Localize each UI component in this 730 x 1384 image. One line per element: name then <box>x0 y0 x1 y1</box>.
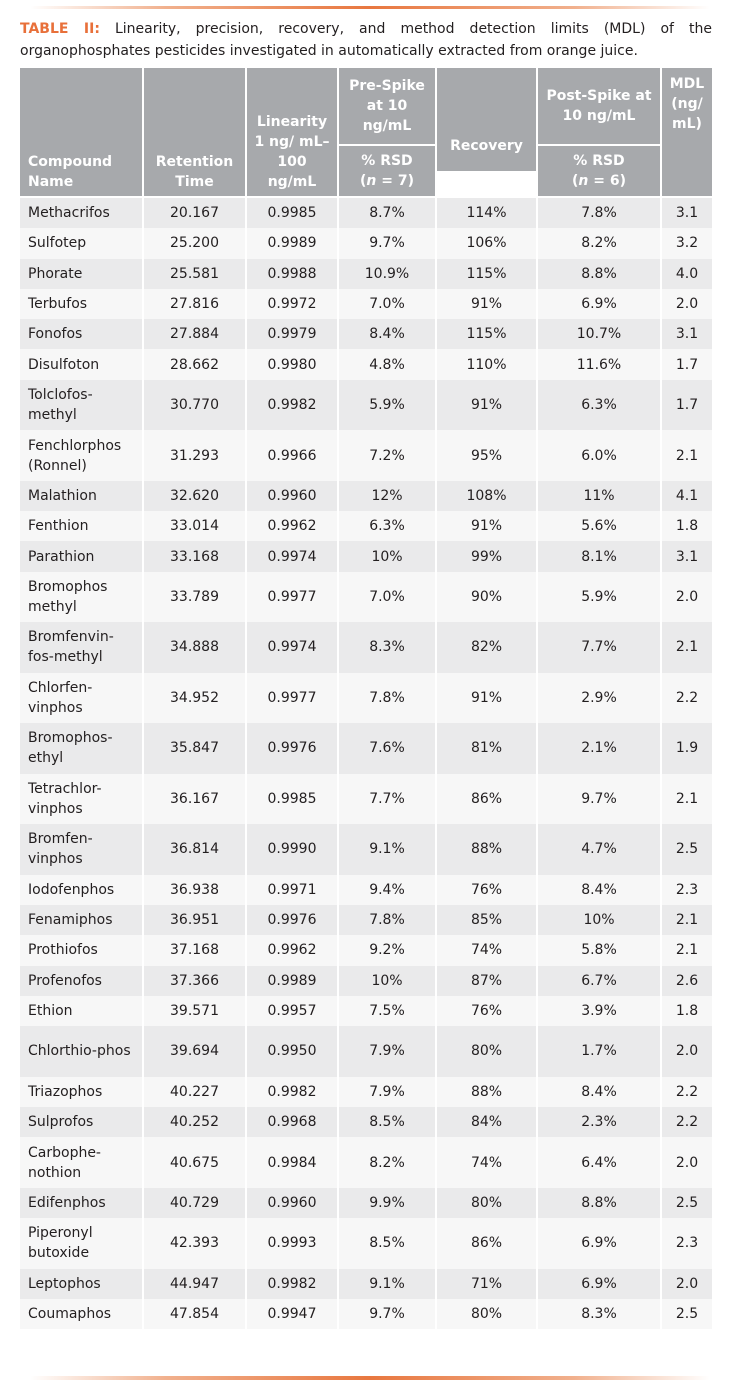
cell-mdl: 4.0 <box>661 259 712 289</box>
table-row <box>20 1026 712 1077</box>
cell-compound: Sulprofos <box>20 1107 143 1137</box>
cell-post-rsd: 7.8% <box>537 197 661 228</box>
cell-mdl: 2.2 <box>661 1107 712 1137</box>
col-header-mdl: MDL (ng/ mL) <box>661 68 712 197</box>
cell-post-rsd: 5.9% <box>537 572 661 623</box>
cell-pre-rsd: 8.5% <box>338 1218 436 1269</box>
cell-post-rsd: 5.6% <box>537 511 661 541</box>
cell-retention-time: 36.951 <box>143 905 246 935</box>
cell-compound: Bromophos methyl <box>20 572 143 623</box>
col-header-post-spike: Post-Spike at 10 ng/mL <box>537 68 661 145</box>
cell-post-rsd: 8.8% <box>537 259 661 289</box>
cell-recovery: 91% <box>436 511 537 541</box>
post-rsd-label: % RSD <box>573 153 625 169</box>
table-row <box>20 1188 712 1218</box>
table-row <box>20 1269 712 1299</box>
cell-recovery: 114% <box>436 197 537 228</box>
col-header-pre-rsd <box>338 145 436 197</box>
table-row <box>20 966 712 996</box>
caption-text: Linearity, precision, recovery, and method detection limits (MDL) of the organophosphates pesticides investigated in automatically extracted from orange juice. <box>20 21 712 59</box>
col-header-post-rsd <box>537 145 661 197</box>
cell-linearity: 0.9985 <box>246 197 338 228</box>
col-header-pre-spike: Pre-Spike at 10 ng/mL <box>338 68 436 145</box>
cell-retention-time: 40.675 <box>143 1137 246 1188</box>
table-row <box>20 673 712 724</box>
cell-mdl: 1.8 <box>661 511 712 541</box>
cell-retention-time: 47.854 <box>143 1299 246 1329</box>
cell-pre-rsd: 6.3% <box>338 511 436 541</box>
cell-post-rsd: 9.7% <box>537 774 661 825</box>
cell-linearity: 0.9977 <box>246 673 338 724</box>
cell-pre-rsd: 9.1% <box>338 1269 436 1299</box>
cell-recovery: 91% <box>436 380 537 431</box>
cell-retention-time: 44.947 <box>143 1269 246 1299</box>
cell-pre-rsd: 7.2% <box>338 430 436 481</box>
cell-retention-time: 39.694 <box>143 1026 246 1077</box>
cell-retention-time: 31.293 <box>143 430 246 481</box>
cell-pre-rsd: 7.8% <box>338 673 436 724</box>
table-row <box>20 996 712 1026</box>
table-label: TABLE II: <box>20 21 100 37</box>
cell-pre-rsd: 10.9% <box>338 259 436 289</box>
cell-linearity: 0.9972 <box>246 289 338 319</box>
col-header-linearity: Linearity 1 ng/ mL–100 ng/mL <box>246 68 338 197</box>
cell-linearity: 0.9979 <box>246 319 338 349</box>
cell-recovery: 85% <box>436 905 537 935</box>
cell-linearity: 0.9989 <box>246 228 338 258</box>
cell-mdl: 2.0 <box>661 1026 712 1077</box>
table-row <box>20 228 712 258</box>
cell-compound: Triazophos <box>20 1077 143 1107</box>
cell-compound: Methacrifos <box>20 197 143 228</box>
cell-compound: Sulfotep <box>20 228 143 258</box>
cell-mdl: 2.1 <box>661 430 712 481</box>
table-row <box>20 572 712 623</box>
cell-pre-rsd: 9.2% <box>338 935 436 965</box>
cell-pre-rsd: 9.7% <box>338 228 436 258</box>
cell-linearity: 0.9962 <box>246 935 338 965</box>
cell-post-rsd: 8.4% <box>537 1077 661 1107</box>
cell-retention-time: 40.252 <box>143 1107 246 1137</box>
cell-post-rsd: 2.1% <box>537 723 661 774</box>
cell-compound: Leptophos <box>20 1269 143 1299</box>
cell-linearity: 0.9974 <box>246 622 338 673</box>
cell-retention-time: 28.662 <box>143 349 246 379</box>
cell-pre-rsd: 8.2% <box>338 1137 436 1188</box>
cell-post-rsd: 11.6% <box>537 349 661 379</box>
cell-recovery: 84% <box>436 1107 537 1137</box>
post-rsd-n: n <box>578 173 589 189</box>
cell-pre-rsd: 9.9% <box>338 1188 436 1218</box>
cell-recovery: 91% <box>436 673 537 724</box>
cell-post-rsd: 2.3% <box>537 1107 661 1137</box>
cell-retention-time: 20.167 <box>143 197 246 228</box>
cell-mdl: 2.0 <box>661 572 712 623</box>
cell-linearity: 0.9993 <box>246 1218 338 1269</box>
col-header-retention-time: Retention Time <box>143 68 246 197</box>
cell-compound: Fenthion <box>20 511 143 541</box>
cell-linearity: 0.9974 <box>246 541 338 571</box>
cell-post-rsd: 6.0% <box>537 430 661 481</box>
cell-pre-rsd: 7.9% <box>338 1026 436 1077</box>
cell-recovery: 115% <box>436 259 537 289</box>
cell-recovery: 74% <box>436 935 537 965</box>
cell-compound: Coumaphos <box>20 1299 143 1329</box>
cell-recovery: 91% <box>436 289 537 319</box>
cell-recovery: 71% <box>436 1269 537 1299</box>
cell-retention-time: 37.168 <box>143 935 246 965</box>
cell-pre-rsd: 7.9% <box>338 1077 436 1107</box>
cell-post-rsd: 8.8% <box>537 1188 661 1218</box>
cell-pre-rsd: 8.4% <box>338 319 436 349</box>
pre-rsd-open: ( <box>360 173 367 189</box>
cell-recovery: 115% <box>436 319 537 349</box>
cell-pre-rsd: 7.8% <box>338 905 436 935</box>
table-row <box>20 430 712 481</box>
cell-recovery: 88% <box>436 824 537 875</box>
table-caption <box>20 18 712 62</box>
cell-linearity: 0.9982 <box>246 1077 338 1107</box>
cell-post-rsd: 3.9% <box>537 996 661 1026</box>
cell-retention-time: 34.888 <box>143 622 246 673</box>
cell-post-rsd: 8.2% <box>537 228 661 258</box>
cell-mdl: 2.5 <box>661 1188 712 1218</box>
cell-recovery: 86% <box>436 774 537 825</box>
cell-retention-time: 36.167 <box>143 774 246 825</box>
cell-recovery: 99% <box>436 541 537 571</box>
cell-retention-time: 32.620 <box>143 481 246 511</box>
table-row <box>20 197 712 228</box>
cell-mdl: 2.3 <box>661 875 712 905</box>
cell-linearity: 0.9989 <box>246 966 338 996</box>
cell-pre-rsd: 5.9% <box>338 380 436 431</box>
cell-linearity: 0.9984 <box>246 1137 338 1188</box>
table-row <box>20 1077 712 1107</box>
cell-retention-time: 25.581 <box>143 259 246 289</box>
cell-pre-rsd: 9.4% <box>338 875 436 905</box>
cell-mdl: 3.2 <box>661 228 712 258</box>
cell-mdl: 1.9 <box>661 723 712 774</box>
cell-mdl: 2.3 <box>661 1218 712 1269</box>
header-row-1 <box>20 68 712 145</box>
post-rsd-n-value: = 6) <box>588 173 626 189</box>
cell-recovery: 81% <box>436 723 537 774</box>
cell-mdl: 4.1 <box>661 481 712 511</box>
cell-compound: Tolclofos-methyl <box>20 380 143 431</box>
cell-pre-rsd: 8.5% <box>338 1107 436 1137</box>
pre-rsd-label: % RSD <box>361 153 413 169</box>
cell-compound: Chlorthio-phos <box>20 1026 143 1077</box>
cell-mdl: 2.1 <box>661 935 712 965</box>
cell-post-rsd: 10.7% <box>537 319 661 349</box>
cell-linearity: 0.9971 <box>246 875 338 905</box>
cell-linearity: 0.9988 <box>246 259 338 289</box>
cell-compound: Fonofos <box>20 319 143 349</box>
cell-mdl: 2.2 <box>661 673 712 724</box>
cell-post-rsd: 8.3% <box>537 1299 661 1329</box>
cell-recovery: 82% <box>436 622 537 673</box>
cell-post-rsd: 8.1% <box>537 541 661 571</box>
pre-rsd-n: n <box>366 173 377 189</box>
cell-linearity: 0.9985 <box>246 774 338 825</box>
cell-post-rsd: 1.7% <box>537 1026 661 1077</box>
cell-mdl: 2.0 <box>661 289 712 319</box>
cell-compound: Disulfoton <box>20 349 143 379</box>
cell-retention-time: 30.770 <box>143 380 246 431</box>
cell-pre-rsd: 4.8% <box>338 349 436 379</box>
cell-pre-rsd: 10% <box>338 541 436 571</box>
cell-pre-rsd: 7.0% <box>338 572 436 623</box>
cell-mdl: 2.5 <box>661 824 712 875</box>
cell-pre-rsd: 12% <box>338 481 436 511</box>
cell-recovery: 86% <box>436 1218 537 1269</box>
table-row <box>20 622 712 673</box>
table-row <box>20 289 712 319</box>
cell-recovery: 110% <box>436 349 537 379</box>
cell-recovery: 76% <box>436 996 537 1026</box>
table-row <box>20 1107 712 1137</box>
cell-retention-time: 35.847 <box>143 723 246 774</box>
cell-mdl: 3.1 <box>661 541 712 571</box>
cell-linearity: 0.9968 <box>246 1107 338 1137</box>
cell-recovery: 90% <box>436 572 537 623</box>
cell-compound: Bromophos-ethyl <box>20 723 143 774</box>
table-row <box>20 319 712 349</box>
pre-rsd-n-value: = 7) <box>376 173 414 189</box>
cell-compound: Terbufos <box>20 289 143 319</box>
cell-post-rsd: 7.7% <box>537 622 661 673</box>
cell-linearity: 0.9976 <box>246 723 338 774</box>
col-header-recovery: Recovery <box>436 120 537 172</box>
cell-post-rsd: 6.9% <box>537 1218 661 1269</box>
cell-recovery: 76% <box>436 875 537 905</box>
cell-pre-rsd: 7.6% <box>338 723 436 774</box>
table-body <box>20 197 712 1329</box>
cell-linearity: 0.9957 <box>246 996 338 1026</box>
cell-retention-time: 40.227 <box>143 1077 246 1107</box>
cell-compound: Tetrachlor-vinphos <box>20 774 143 825</box>
table-row <box>20 935 712 965</box>
cell-recovery: 74% <box>436 1137 537 1188</box>
cell-pre-rsd: 7.0% <box>338 289 436 319</box>
table-row <box>20 481 712 511</box>
cell-linearity: 0.9962 <box>246 511 338 541</box>
results-table <box>20 68 712 1329</box>
table-row <box>20 380 712 431</box>
cell-compound: Bromfen-vinphos <box>20 824 143 875</box>
cell-recovery: 108% <box>436 481 537 511</box>
top-decorative-rule <box>30 6 710 9</box>
cell-compound: Fenchlorphos (Ronnel) <box>20 430 143 481</box>
cell-linearity: 0.9977 <box>246 572 338 623</box>
cell-compound: Ethion <box>20 996 143 1026</box>
cell-recovery: 88% <box>436 1077 537 1107</box>
cell-linearity: 0.9980 <box>246 349 338 379</box>
cell-linearity: 0.9950 <box>246 1026 338 1077</box>
cell-post-rsd: 6.3% <box>537 380 661 431</box>
cell-retention-time: 37.366 <box>143 966 246 996</box>
table-row <box>20 349 712 379</box>
cell-pre-rsd: 7.7% <box>338 774 436 825</box>
table-row <box>20 1299 712 1329</box>
table-row <box>20 824 712 875</box>
cell-compound: Iodofenphos <box>20 875 143 905</box>
bottom-decorative-rule <box>30 1376 710 1380</box>
cell-mdl: 1.8 <box>661 996 712 1026</box>
cell-retention-time: 27.816 <box>143 289 246 319</box>
cell-post-rsd: 11% <box>537 481 661 511</box>
cell-compound: Phorate <box>20 259 143 289</box>
table-row <box>20 511 712 541</box>
table-row <box>20 875 712 905</box>
cell-linearity: 0.9960 <box>246 1188 338 1218</box>
cell-mdl: 2.1 <box>661 622 712 673</box>
col-header-compound-name: Compound Name <box>20 68 143 197</box>
cell-pre-rsd: 8.3% <box>338 622 436 673</box>
table-row <box>20 774 712 825</box>
cell-retention-time: 39.571 <box>143 996 246 1026</box>
cell-compound: Profenofos <box>20 966 143 996</box>
cell-mdl: 2.1 <box>661 905 712 935</box>
table-row <box>20 905 712 935</box>
cell-compound: Bromfenvin-fos-methyl <box>20 622 143 673</box>
cell-recovery: 95% <box>436 430 537 481</box>
cell-post-rsd: 5.8% <box>537 935 661 965</box>
cell-compound: Fenamiphos <box>20 905 143 935</box>
cell-post-rsd: 6.4% <box>537 1137 661 1188</box>
cell-retention-time: 34.952 <box>143 673 246 724</box>
cell-post-rsd: 4.7% <box>537 824 661 875</box>
table-row <box>20 259 712 289</box>
cell-recovery: 80% <box>436 1188 537 1218</box>
table-row <box>20 541 712 571</box>
cell-mdl: 2.0 <box>661 1137 712 1188</box>
cell-compound: Prothiofos <box>20 935 143 965</box>
cell-recovery: 80% <box>436 1299 537 1329</box>
cell-mdl: 2.1 <box>661 774 712 825</box>
cell-compound: Piperonyl butoxide <box>20 1218 143 1269</box>
cell-mdl: 3.1 <box>661 319 712 349</box>
cell-retention-time: 40.729 <box>143 1188 246 1218</box>
cell-retention-time: 42.393 <box>143 1218 246 1269</box>
cell-retention-time: 36.938 <box>143 875 246 905</box>
cell-mdl: 3.1 <box>661 197 712 228</box>
cell-linearity: 0.9982 <box>246 1269 338 1299</box>
cell-post-rsd: 6.7% <box>537 966 661 996</box>
cell-pre-rsd: 10% <box>338 966 436 996</box>
cell-compound: Chlorfen-vinphos <box>20 673 143 724</box>
cell-pre-rsd: 7.5% <box>338 996 436 1026</box>
cell-linearity: 0.9947 <box>246 1299 338 1329</box>
cell-retention-time: 33.014 <box>143 511 246 541</box>
cell-linearity: 0.9976 <box>246 905 338 935</box>
post-rsd-open: ( <box>572 173 579 189</box>
cell-mdl: 1.7 <box>661 380 712 431</box>
cell-recovery: 80% <box>436 1026 537 1077</box>
cell-compound: Carbophe-nothion <box>20 1137 143 1188</box>
cell-recovery: 87% <box>436 966 537 996</box>
cell-mdl: 2.6 <box>661 966 712 996</box>
cell-compound: Edifenphos <box>20 1188 143 1218</box>
cell-compound: Malathion <box>20 481 143 511</box>
table-row <box>20 723 712 774</box>
cell-retention-time: 33.789 <box>143 572 246 623</box>
cell-compound: Parathion <box>20 541 143 571</box>
cell-post-rsd: 8.4% <box>537 875 661 905</box>
cell-post-rsd: 6.9% <box>537 289 661 319</box>
table-row <box>20 1218 712 1269</box>
cell-mdl: 2.2 <box>661 1077 712 1107</box>
table-row <box>20 1137 712 1188</box>
cell-retention-time: 33.168 <box>143 541 246 571</box>
cell-linearity: 0.9990 <box>246 824 338 875</box>
cell-linearity: 0.9960 <box>246 481 338 511</box>
cell-recovery: 106% <box>436 228 537 258</box>
cell-post-rsd: 6.9% <box>537 1269 661 1299</box>
cell-linearity: 0.9966 <box>246 430 338 481</box>
cell-retention-time: 27.884 <box>143 319 246 349</box>
cell-mdl: 2.5 <box>661 1299 712 1329</box>
cell-post-rsd: 10% <box>537 905 661 935</box>
cell-mdl: 1.7 <box>661 349 712 379</box>
cell-mdl: 2.0 <box>661 1269 712 1299</box>
cell-retention-time: 25.200 <box>143 228 246 258</box>
cell-pre-rsd: 9.1% <box>338 824 436 875</box>
cell-linearity: 0.9982 <box>246 380 338 431</box>
cell-post-rsd: 2.9% <box>537 673 661 724</box>
cell-pre-rsd: 8.7% <box>338 197 436 228</box>
cell-pre-rsd: 9.7% <box>338 1299 436 1329</box>
cell-retention-time: 36.814 <box>143 824 246 875</box>
